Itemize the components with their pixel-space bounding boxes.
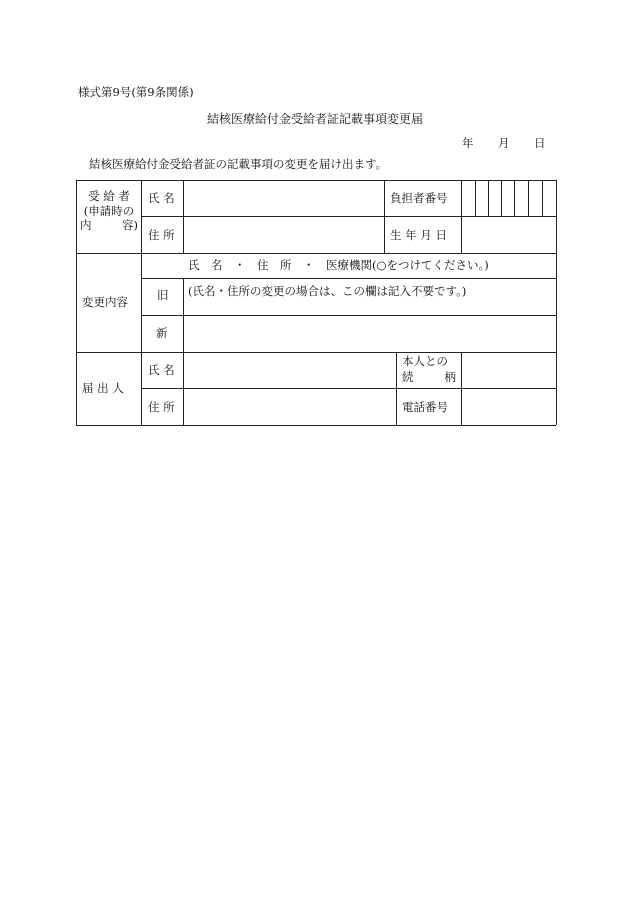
recipient-label <box>80 191 138 232</box>
date-year: 年 <box>462 136 474 150</box>
birthdate-label: 生 年 月 日 <box>390 228 447 242</box>
old-label: 旧 <box>157 288 169 302</box>
applicant-name-field[interactable] <box>184 353 396 388</box>
recipient-address-field[interactable] <box>184 217 384 253</box>
relation-label-line2-a: 続 <box>402 369 414 384</box>
relation-label-line1: 本人との <box>402 354 448 368</box>
table-rule <box>384 180 385 253</box>
payer-digit-field[interactable] <box>489 181 501 216</box>
applicant-address-label: 住 所 <box>148 400 175 414</box>
recipient-label-line3 <box>80 220 138 232</box>
applicant-address-field[interactable] <box>184 389 396 425</box>
payer-digit-field[interactable] <box>462 181 475 216</box>
recipient-label-line1: 受 給 者 <box>88 189 130 203</box>
payer-digit-field[interactable] <box>529 181 542 216</box>
applicant-name-label: 氏 名 <box>148 363 175 377</box>
new-value-field[interactable] <box>184 316 556 352</box>
payer-digit-field[interactable] <box>502 181 514 216</box>
old-note: (氏名・住所の変更の場合は、この欄は記入不要です。) <box>188 284 467 298</box>
intro-text: 結核医療給付金受給者証の記載事項の変更を届け出ます。 <box>89 157 388 171</box>
recipient-label-line3-b: 容) <box>122 218 138 232</box>
new-label: 新 <box>156 326 168 340</box>
table-rule <box>76 253 556 254</box>
phone-field[interactable] <box>462 389 556 425</box>
date-day: 日 <box>534 136 546 150</box>
recipient-name-field[interactable] <box>184 181 384 216</box>
table-rule <box>141 180 142 425</box>
table-rule <box>141 278 556 279</box>
payer-digit-field[interactable] <box>476 181 488 216</box>
relation-label-line2-b: 柄 <box>444 369 456 384</box>
recipient-label-line2: (申請時の <box>83 203 135 218</box>
relation-label <box>402 356 456 383</box>
date-month: 月 <box>498 136 510 150</box>
payer-digit-field[interactable] <box>515 181 528 216</box>
recipient-name-label: 氏 名 <box>148 191 175 205</box>
recipient-label-line3-a: 内 <box>80 218 92 232</box>
form-title: 結核医療給付金受給者証記載事項変更届 <box>206 112 423 126</box>
table-border-bottom <box>76 425 556 426</box>
change-options[interactable]: 氏 名 ・ 住 所 ・ 医療機関(○をつけてください。) <box>188 258 489 272</box>
applicant-label: 届 出 人 <box>82 381 124 395</box>
phone-label: 電話番号 <box>402 400 448 414</box>
table-border-right <box>556 180 557 425</box>
birthdate-field[interactable] <box>462 217 556 253</box>
relation-label-line2 <box>402 369 456 384</box>
payer-digit-field[interactable] <box>543 181 556 216</box>
table-border-left <box>76 180 77 425</box>
table-rule <box>396 352 397 425</box>
payer-number-label: 負担者番号 <box>390 191 448 205</box>
form-number: 様式第9号(第9条関係) <box>78 85 194 99</box>
change-label: 変更内容 <box>82 295 128 309</box>
recipient-address-label: 住 所 <box>148 228 175 242</box>
relation-field[interactable] <box>462 353 556 388</box>
